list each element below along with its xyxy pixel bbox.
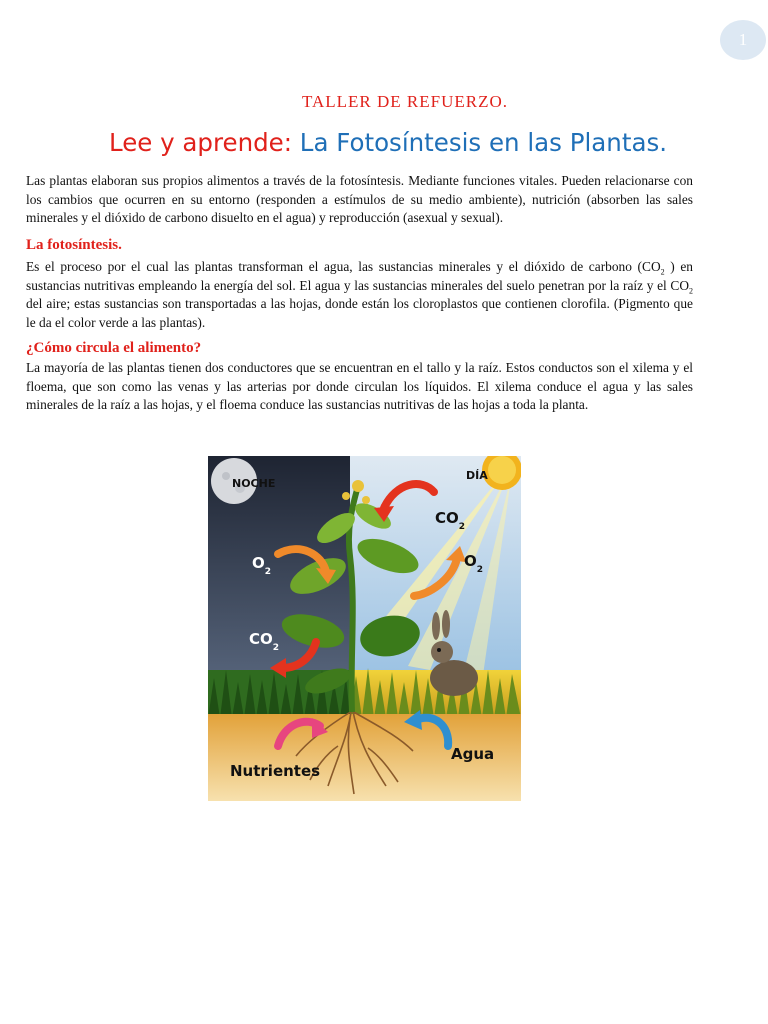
paragraph-text: ) en sustancias nutritivas empleando la energía del sol. El agua y las sustancias minerales del suelo penetran por la raíz y el CO: [26, 259, 693, 293]
circulation-paragraph: La mayoría de las plantas tienen dos conductores que se encuentran en el tallo y la raíz. Estos conductos son el xilema y el floema, que son como las venas y las arterias por donde circulan los líquidos. El xilema conduce el agua y las sales minerales de la raíz a las hojas, y el floema conduce las sustancias nutritivas de las hojas a toda la planta.: [26, 360, 693, 413]
worksheet-kicker: TALLER DE REFUERZO.: [301, 92, 509, 111]
water-label: Agua: [451, 745, 495, 763]
photosynthesis-paragraph: [26, 258, 693, 332]
co2-night-label: $CO_2$: [249, 630, 280, 653]
subscript: 2: [660, 267, 665, 277]
o2-night-label: $O_2$: [252, 554, 272, 577]
night-label: NOCHE: [232, 477, 276, 490]
illustration-svg: [208, 456, 521, 801]
title-main: La Fotosíntesis en las Plantas.: [299, 128, 668, 157]
intro-paragraph: Las plantas elaboran sus propios alimentos a través de la fotosíntesis. Mediante funciones vitales. Pueden relacionarse con los cambios que ocurren en su entorno (responden a estímulos de su medio ambiente), nutrición (absorben las sales minerales y el dióxido de carbono disuelto en el agua) y reproducción (asexual y sexual).: [26, 173, 693, 226]
day-label: DÍA: [466, 469, 488, 482]
page-number-badge: 1: [720, 20, 766, 60]
section-heading-photosynthesis: La fotosíntesis.: [26, 237, 122, 253]
photosynthesis-illustration: [208, 456, 521, 801]
title-prefix: Lee y aprende:: [108, 128, 292, 157]
page-title: [0, 128, 768, 157]
co2-day-label: $CO_2$: [435, 509, 466, 532]
subscript: 2: [689, 286, 693, 296]
nutrients-label: Nutrientes: [230, 762, 321, 780]
o2-day-label: $O_2$: [464, 552, 484, 575]
section-heading-circulation: ¿Cómo circula el alimento?: [26, 340, 202, 356]
paragraph-text: del aire; estas sustancias son transportadas a las hojas, donde están los cloroplastos que contienen clorofila. (Pigmento que le da el color verde a las plantas).: [26, 296, 693, 330]
paragraph-text: Es el proceso por el cual las plantas transforman el agua, las sustancias minerales y el dióxido de carbono (CO: [26, 259, 661, 274]
